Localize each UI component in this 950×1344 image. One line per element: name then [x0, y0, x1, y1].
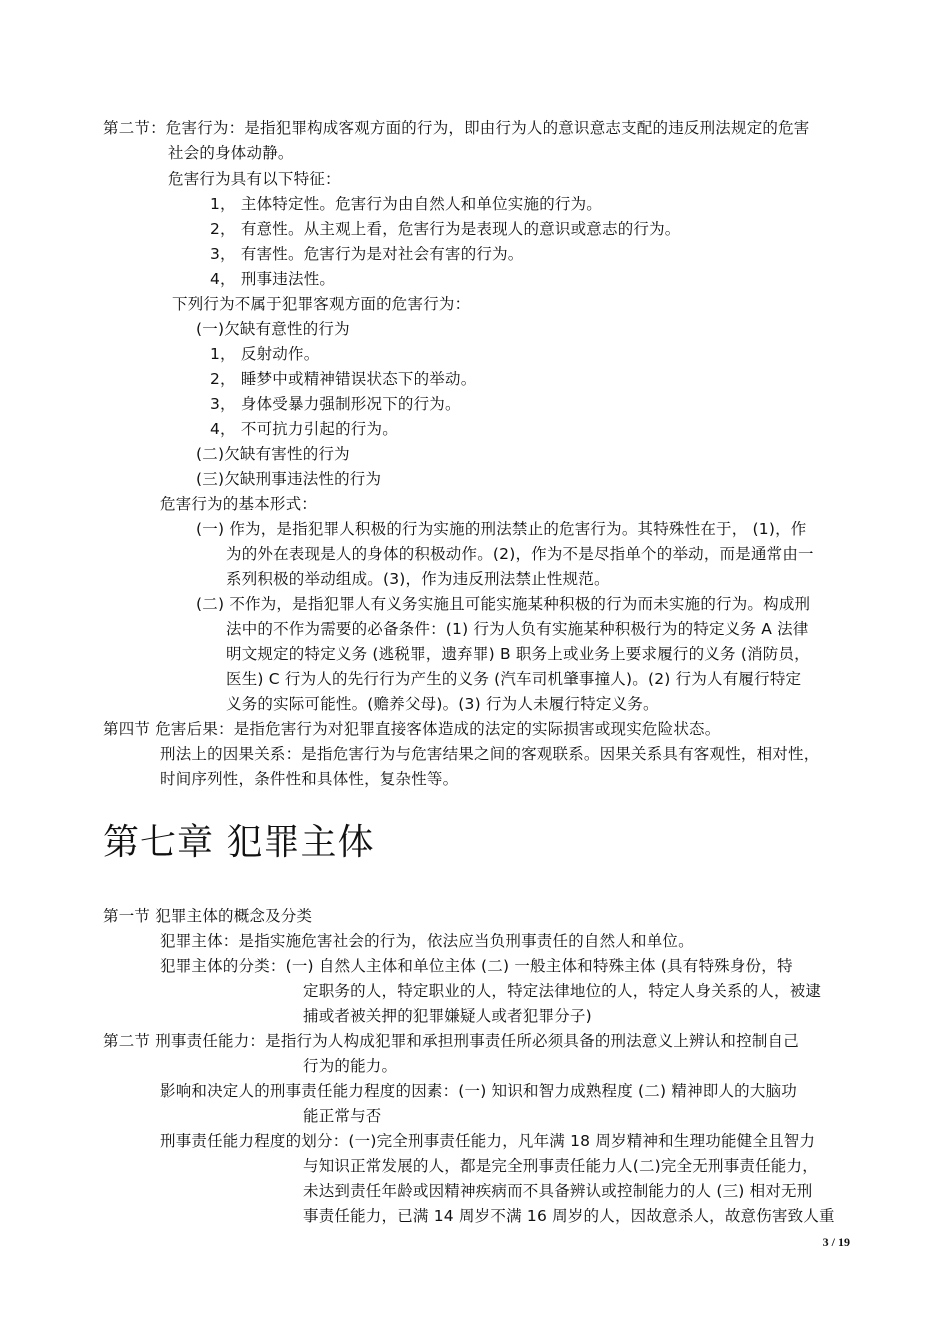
text-line: 刑法上的因果关系：是指危害行为与危害结果之间的客观联系。因果关系具有客观性，相对性，: [160, 745, 820, 763]
chapter-title: 第七章 犯罪主体: [103, 822, 375, 863]
list-item: (二) 不作为，是指犯罪人有义务实施且可能实施某种积极的行为而未实施的行为。构成刑: [196, 595, 811, 613]
list-item: 2， 有意性。从主观上看，危害行为是表现人的意识或意志的行为。: [210, 220, 681, 238]
text-line: 医生) C 行为人的先行行为产生的义务 (汽车司机肇事撞人)。(2) 行为人有履行特定: [226, 670, 802, 688]
list-item: 4， 不可抗力引起的行为。: [210, 420, 398, 438]
text-line: 刑事责任能力程度的划分：(一)完全刑事责任能力，凡年满 18 周岁精神和生理功能健全且智力: [160, 1132, 816, 1150]
list-item: 3， 身体受暴力强制形况下的行为。: [210, 395, 461, 413]
text-line: 下列行为不属于犯罪客观方面的危害行为：: [172, 295, 471, 313]
text-line: 义务的实际可能性。(赡养父母)。(3) 行为人未履行特定义务。: [226, 695, 659, 713]
text-line: 能正常与否: [303, 1107, 382, 1125]
text-line: 与知识正常发展的人，都是完全刑事责任能力人(二)完全无刑事责任能力，: [303, 1157, 818, 1175]
list-item: (三)欠缺刑事违法性的行为: [196, 470, 382, 488]
text-line: 行为的能力。: [303, 1057, 398, 1075]
text-line: 系列积极的举动组成。(3)，作为违反刑法禁止性规范。: [226, 570, 610, 588]
list-item: 2， 睡梦中或精神错误状态下的举动。: [210, 370, 477, 388]
text-line: 第二节：危害行为：是指犯罪构成客观方面的行为，即由行为人的意识意志支配的违反刑法规定的危害: [103, 119, 810, 137]
section-heading: 第四节 危害后果：是指危害行为对犯罪直接客体造成的法定的实际损害或现实危险状态。: [103, 720, 721, 738]
text-line: 为的外在表现是人的身体的积极动作。(2)，作为不是尽指单个的举动，而是通常由一: [226, 545, 814, 563]
text-line: 时间序列性，条件性和具体性，复杂性等。: [160, 770, 459, 788]
text-line: 危害行为具有以下特征：: [168, 170, 341, 188]
section-heading: 第一节 犯罪主体的概念及分类: [103, 907, 313, 925]
list-item: 4， 刑事违法性。: [210, 270, 336, 288]
text-line: 法中的不作为需要的必备条件：(1) 行为人负有实施某种积极行为的特定义务 A 法律: [226, 620, 809, 638]
list-item: 1， 主体特定性。危害行为由自然人和单位实施的行为。: [210, 195, 602, 213]
text-line: 社会的身体动静。: [168, 144, 294, 162]
text-line: 未达到责任年龄或因精神疾病而不具备辨认或控制能力的人 (三) 相对无刑: [303, 1182, 813, 1200]
text-line: 犯罪主体：是指实施危害社会的行为，依法应当负刑事责任的自然人和单位。: [160, 932, 694, 950]
text-line: 犯罪主体的分类：(一) 自然人主体和单位主体 (二) 一般主体和特殊主体 (具有特殊身份，特: [160, 957, 793, 975]
page-number: 3 / 19: [822, 1235, 850, 1249]
text-line: 定职务的人，特定职业的人，特定法律地位的人，特定人身关系的人，被逮: [303, 982, 822, 1000]
text-line: 明文规定的特定义务 (逃税罪，遗弃罪) B 职务上或业务上要求履行的义务 (消防员，: [226, 645, 810, 663]
list-item: (一)欠缺有意性的行为: [196, 320, 350, 338]
list-item: 1， 反射动作。: [210, 345, 320, 363]
list-item: (一) 作为，是指犯罪人积极的行为实施的刑法禁止的危害行为。其特殊性在于， (1)，作: [196, 520, 807, 538]
text-line: 事责任能力，已满 14 周岁不满 16 周岁的人，因故意杀人，故意伤害致人重: [303, 1207, 835, 1225]
text-line: 捕或者被关押的犯罪嫌疑人或者犯罪分子): [303, 1007, 592, 1025]
section-heading: 第二节 刑事责任能力：是指行为人构成犯罪和承担刑事责任所必须具备的刑法意义上辨认和控制自己: [103, 1032, 799, 1050]
text-line: 影响和决定人的刑事责任能力程度的因素：(一) 知识和智力成熟程度 (二) 精神即人的大脑功: [160, 1082, 797, 1100]
text-line: 危害行为的基本形式：: [160, 495, 318, 513]
list-item: 3， 有害性。危害行为是对社会有害的行为。: [210, 245, 524, 263]
list-item: (二)欠缺有害性的行为: [196, 445, 350, 463]
